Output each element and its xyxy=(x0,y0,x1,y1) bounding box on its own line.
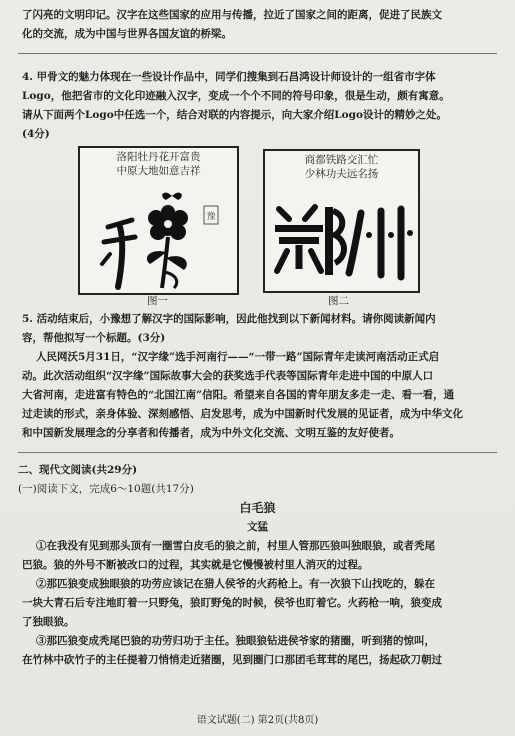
q4-line-4: (4分) xyxy=(22,128,50,140)
figure-1-logo xyxy=(78,146,239,295)
q5-line-2: 容，帮他拟写一个标题。(3分) xyxy=(22,332,166,344)
news-line-3: 大省河南，走进富有特色的“北国江南”信阳。希望来自各国的青年朋友多走一走、看一看，通 xyxy=(22,389,455,401)
figure-1-couplet-2: 中原大地如意吉祥 xyxy=(116,165,201,177)
paragraph-3-line-2: 在竹林中砍竹子的主任提着刀悄悄走近猪圈，见到圈门口那团毛茸茸的尾巴，扬起砍刀朝过 xyxy=(22,654,442,666)
yu-logo-graphic xyxy=(80,182,237,293)
section-2-heading: 二、现代文阅读(共29分) xyxy=(18,464,138,476)
news-line-1: 人民网沃5月31日，“汉字缘”选手河南行——“一带一路”国际青年走读河南活动正式启 xyxy=(36,351,440,363)
paragraph-top-line-1: 了闪亮的文明印记。汉字在这些国家的应用与传播，拉近了国家之间的距离，促进了民族文 xyxy=(22,9,442,21)
figure-2-couplet-2: 少林功夫远名扬 xyxy=(304,168,379,180)
q4-line-2: Logo，他把省市的文化印迹融入汉字，变成一个个不同的符号印象，很是生动，颇有寓意。 xyxy=(22,90,450,102)
paragraph-2-line-1: ②那匹狼变成独眼狼的功劳应该记在猎人侯爷的火药枪上。有一次狼下山找吃的，躲在 xyxy=(36,578,435,590)
news-line-5: 和中国新发展理念的分享者和传播者，成为中外文化交流、文明互鉴的友好使者。 xyxy=(22,427,400,439)
article-author: 文猛 xyxy=(247,521,268,533)
figure-1-seal: 豫 xyxy=(206,212,216,222)
news-line-2: 动。此次活动组织“汉字缘”国际故事大会的获奖选手代表等国际青年走进中国的中原人口 xyxy=(22,370,434,382)
paragraph-1-line-1: ①在我没有见到那头顶有一圈雪白皮毛的狼之前，村里人管那匹狼叫独眼狼，或者秃尾 xyxy=(36,540,435,552)
figure-2-couplet-1: 商都铁路交汇忙 xyxy=(304,154,379,166)
q4-line-3: 请从下面两个Logo中任选一个，结合对联的内容提示，向大家介绍Logo设计的精妙之处。 xyxy=(22,109,447,121)
zhengzhou-logo-graphic xyxy=(265,185,418,291)
paragraph-2-line-3: 了独眼狼。 xyxy=(22,616,75,628)
paragraph-2-line-2: 一块大青石后专注地盯着一只野兔，狼盯野兔的时候，侯爷也盯着它。火药枪一响，狼变成 xyxy=(22,597,442,609)
divider xyxy=(18,452,497,453)
section-2-subheading: (一)阅读下文，完成6～10题(共17分) xyxy=(18,483,194,495)
divider xyxy=(18,53,497,54)
paragraph-3-line-1: ③那匹狼变成秃尾巴狼的功劳归功于主任。独眼狼钻进侯爷家的猪圈，听到猪的惊叫， xyxy=(36,635,435,647)
paragraph-top-line-2: 化的交流，成为中国与世界各国友谊的桥梁。 xyxy=(22,28,232,40)
figure-1-couplet-1: 洛阳牡丹花开富贵 xyxy=(116,151,201,163)
figure-2-caption: 图二 xyxy=(328,295,349,307)
q5-line-1: 5. 活动结束后，小豫想了解汉字的国际影响，因此他找到以下新闻材料。请你阅读新闻内 xyxy=(22,313,436,325)
news-line-4: 过走读的形式，亲身体验、深刻感悟、启发思考，成为中国新时代发展的见证者，成为中华文化 xyxy=(22,408,463,420)
page-footer: 语文试题(二) 第2页(共8页) xyxy=(196,715,319,726)
q4-line-1: 4. 甲骨文的魅力体现在一些设计作品中，同学们搜集到石昌鸿设计师设计的一组省市字体 xyxy=(22,71,436,83)
article-title: 白毛狼 xyxy=(239,501,276,515)
figure-2-logo xyxy=(263,149,420,293)
paragraph-1-line-2: 巴狼。狼的外号不断被改口的过程，其实就是它慢慢被村里人消灭的过程。 xyxy=(22,559,369,571)
figure-1-caption: 图一 xyxy=(147,295,168,307)
